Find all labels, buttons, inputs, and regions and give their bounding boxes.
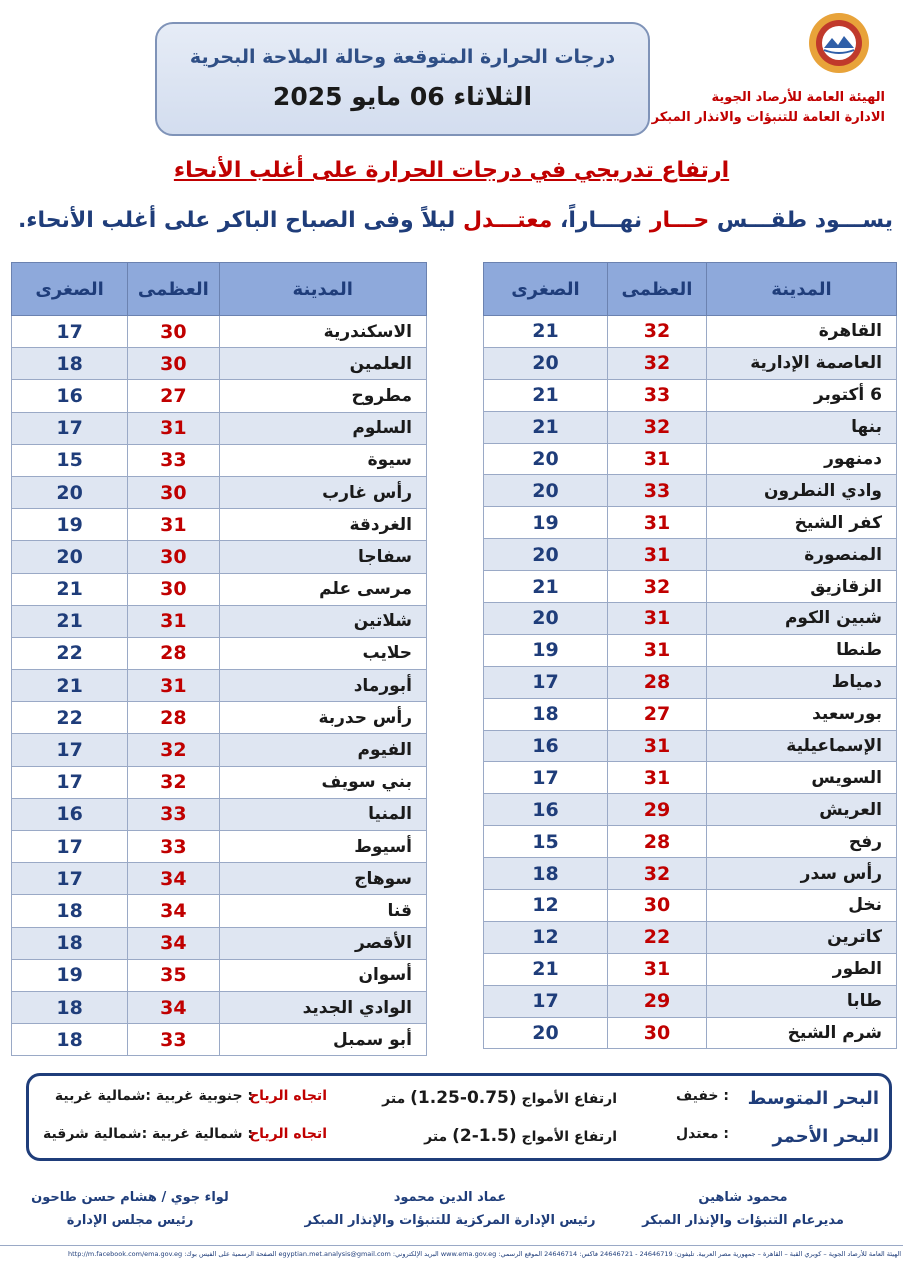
- min-temp: 15: [484, 826, 608, 858]
- wave-value: (1.5-2): [452, 1126, 517, 1146]
- city-name: الزقازيق: [707, 571, 897, 603]
- table-row: [12, 316, 427, 348]
- min-temp: 21: [12, 605, 128, 637]
- city-name: السويس: [707, 762, 897, 794]
- col-max: العظمى: [607, 263, 706, 316]
- city-name: المنيا: [219, 798, 427, 830]
- table-row: [484, 539, 897, 571]
- max-temp: 32: [128, 734, 219, 766]
- min-temp: 19: [12, 959, 128, 991]
- max-temp: 32: [607, 316, 706, 348]
- min-temp: 17: [12, 863, 128, 895]
- max-temp: 29: [607, 985, 706, 1017]
- table-row: [484, 953, 897, 985]
- max-temp: 28: [607, 826, 706, 858]
- city-name: سوهاج: [219, 863, 427, 895]
- min-temp: 16: [484, 794, 608, 826]
- table-row: [12, 509, 427, 541]
- min-temp: 17: [12, 766, 128, 798]
- city-name: أسيوط: [219, 831, 427, 863]
- col-min: الصغرى: [484, 263, 608, 316]
- max-temp: 31: [607, 539, 706, 571]
- max-temp: 34: [128, 927, 219, 959]
- min-temp: 18: [484, 858, 608, 890]
- table-row: [484, 858, 897, 890]
- min-temp: 17: [12, 412, 128, 444]
- table-row: [12, 541, 427, 573]
- min-temp: 22: [12, 637, 128, 669]
- weather-summary: [13, 208, 893, 233]
- wave-value: (0.75-1.25): [410, 1088, 517, 1108]
- table-row: [12, 380, 427, 412]
- city-name: أسوان: [219, 959, 427, 991]
- table-row: [12, 702, 427, 734]
- max-temp: 33: [607, 379, 706, 411]
- table-row: [484, 1017, 897, 1049]
- min-temp: 18: [12, 348, 128, 380]
- min-temp: 21: [12, 573, 128, 605]
- min-temp: 21: [484, 571, 608, 603]
- max-temp: 30: [128, 316, 219, 348]
- min-temp: 19: [12, 509, 128, 541]
- weather-text-3: ليلاً وفى الصباح الباكر على أغلب الأنحاء.: [17, 208, 463, 233]
- max-temp: 30: [607, 890, 706, 922]
- max-temp: 31: [607, 953, 706, 985]
- city-name: وادي النطرون: [707, 475, 897, 507]
- signatory-title: مديرعام التنبؤات والإنذار المبكر: [642, 1213, 844, 1228]
- city-name: نخل: [707, 890, 897, 922]
- max-temp: 31: [607, 762, 706, 794]
- max-temp: 27: [128, 380, 219, 412]
- table-row: [484, 666, 897, 698]
- table-row: [484, 921, 897, 953]
- table-row: [484, 411, 897, 443]
- weather-hot: حـــار: [649, 208, 710, 233]
- min-temp: 22: [12, 702, 128, 734]
- min-temp: 20: [484, 475, 608, 507]
- wind-label: اتجاه الرياح: [249, 1126, 327, 1142]
- min-temp: 21: [484, 316, 608, 348]
- city-name: شلاتين: [219, 605, 427, 637]
- min-temp: 17: [484, 666, 608, 698]
- min-temp: 16: [484, 730, 608, 762]
- table-row: [484, 443, 897, 475]
- table-row: [12, 573, 427, 605]
- min-temp: 16: [12, 798, 128, 830]
- city-name: أبو سمبل: [219, 1024, 427, 1056]
- weather-text-2: نهـــاراً،: [552, 208, 650, 233]
- max-temp: 32: [607, 858, 706, 890]
- city-name: الأقصر: [219, 927, 427, 959]
- max-temp: 30: [128, 348, 219, 380]
- max-temp: 32: [607, 411, 706, 443]
- col-city: المدينة: [707, 263, 897, 316]
- city-name: السلوم: [219, 412, 427, 444]
- city-name: الاسكندرية: [219, 316, 427, 348]
- max-temp: 30: [128, 541, 219, 573]
- min-temp: 20: [484, 539, 608, 571]
- sea-state: [676, 1088, 729, 1104]
- max-temp: 30: [607, 1017, 706, 1049]
- city-name: سيوة: [219, 444, 427, 476]
- min-temp: 20: [12, 476, 128, 508]
- table-row: [12, 766, 427, 798]
- max-temp: 34: [128, 895, 219, 927]
- forecast-date: الثلاثاء 06 مايو 2025: [272, 82, 533, 111]
- wave-height: [424, 1126, 617, 1146]
- table-row: [484, 634, 897, 666]
- footer-divider: [0, 1245, 903, 1246]
- org-department: الادارة العامة للتنبؤات والانذار المبكر: [651, 110, 885, 125]
- city-name: رفح: [707, 826, 897, 858]
- min-temp: 21: [484, 379, 608, 411]
- city-name: رأس سدر: [707, 858, 897, 890]
- signatory-name: محمود شاهين: [698, 1190, 788, 1205]
- max-temp: 31: [128, 605, 219, 637]
- city-name: كفر الشيخ: [707, 507, 897, 539]
- wave-unit: متر: [382, 1091, 406, 1107]
- table-row: [484, 347, 897, 379]
- signatory-name: لواء جوي / هشام حسن طاحون: [31, 1190, 229, 1205]
- min-temp: 17: [12, 831, 128, 863]
- max-temp: 34: [128, 991, 219, 1023]
- min-temp: 12: [484, 921, 608, 953]
- max-temp: 28: [128, 702, 219, 734]
- city-name: العريش: [707, 794, 897, 826]
- city-name: الطور: [707, 953, 897, 985]
- min-temp: 18: [12, 991, 128, 1023]
- max-temp: 33: [128, 831, 219, 863]
- min-temp: 20: [12, 541, 128, 573]
- city-name: الغردقة: [219, 509, 427, 541]
- max-temp: 31: [607, 634, 706, 666]
- sea-state-value: معتدل: [675, 1126, 719, 1142]
- max-temp: 32: [607, 347, 706, 379]
- org-name: الهيئة العامة للأرصاد الجوية: [711, 90, 885, 105]
- max-temp: 31: [607, 507, 706, 539]
- table-row: [12, 1024, 427, 1056]
- max-temp: 31: [128, 412, 219, 444]
- footer-contact: الهيئة العامة للأرصاد الجوية – كوبري القبة – القاهرة – جمهورية مصر العربية. تليفون: 24646719 - 24646721 فاكس: 24646714 الموقع الرسمي: www.ema.gov.eg البريد الإلكتروني: egyptian.met.analysis@gmail.com الصفحة الرسمية على الفيس بوك: http://m.facebook.com/ema.gov.eg: [68, 1250, 901, 1258]
- headline: ارتفاع تدريجي في درجات الحرارة على أغلب الأنحاء: [173, 158, 730, 183]
- city-name: شرم الشيخ: [707, 1017, 897, 1049]
- weather-text-1: يســـود طقـــس: [709, 208, 893, 233]
- title-box: [155, 22, 650, 136]
- min-temp: 18: [12, 1024, 128, 1056]
- city-name: حلايب: [219, 637, 427, 669]
- max-temp: 29: [607, 794, 706, 826]
- wind-direction: : جنوبية غربية :شمالية غربية: [54, 1088, 253, 1104]
- table-row: [484, 316, 897, 348]
- city-name: الوادي الجديد: [219, 991, 427, 1023]
- sea-name: البحر الأحمر: [772, 1126, 879, 1147]
- sea-state: [676, 1126, 729, 1142]
- table-row: [484, 571, 897, 603]
- signatory-name: عماد الدين محمود: [393, 1190, 507, 1205]
- table-row: [12, 895, 427, 927]
- table-row: [12, 831, 427, 863]
- city-name: العلمين: [219, 348, 427, 380]
- city-name: شبين الكوم: [707, 603, 897, 635]
- signature-forecast-director: [613, 1190, 873, 1228]
- city-name: مطروح: [219, 380, 427, 412]
- table-row: [12, 412, 427, 444]
- min-temp: 17: [484, 762, 608, 794]
- table-row: [12, 927, 427, 959]
- signatory-title: رئيس مجلس الإدارة: [66, 1213, 194, 1228]
- city-name: الإسماعيلية: [707, 730, 897, 762]
- city-name: بورسعيد: [707, 698, 897, 730]
- table-row: [12, 959, 427, 991]
- max-temp: 31: [607, 603, 706, 635]
- city-name: دمنهور: [707, 443, 897, 475]
- max-temp: 35: [128, 959, 219, 991]
- col-city: المدينة: [219, 263, 427, 316]
- max-temp: 22: [607, 921, 706, 953]
- max-temp: 33: [607, 475, 706, 507]
- sea-state-box: [26, 1073, 892, 1161]
- table-row: [12, 734, 427, 766]
- wind-direction: : شمالية غربية :شمالية شرقية: [42, 1126, 253, 1142]
- city-name: قنا: [219, 895, 427, 927]
- max-temp: 31: [607, 730, 706, 762]
- sea-state-value: خفيف: [675, 1088, 719, 1104]
- table-row: [484, 379, 897, 411]
- min-temp: 21: [12, 670, 128, 702]
- min-temp: 16: [12, 380, 128, 412]
- min-temp: 12: [484, 890, 608, 922]
- max-temp: 30: [128, 573, 219, 605]
- min-temp: 17: [484, 985, 608, 1017]
- col-max: العظمى: [128, 263, 219, 316]
- table-row: [12, 348, 427, 380]
- max-temp: 33: [128, 1024, 219, 1056]
- max-temp: 31: [128, 509, 219, 541]
- city-name: 6 أكتوبر: [707, 379, 897, 411]
- table-row: [484, 507, 897, 539]
- city-name: رأس حدربة: [219, 702, 427, 734]
- min-temp: 15: [12, 444, 128, 476]
- min-temp: 18: [12, 895, 128, 927]
- city-name: العاصمة الإدارية: [707, 347, 897, 379]
- wave-unit: متر: [424, 1129, 448, 1145]
- min-temp: 17: [12, 316, 128, 348]
- temperature-table-right: [483, 262, 897, 1049]
- min-temp: 20: [484, 1017, 608, 1049]
- max-temp: 33: [128, 444, 219, 476]
- max-temp: 28: [607, 666, 706, 698]
- min-temp: 17: [12, 734, 128, 766]
- city-name: القاهرة: [707, 316, 897, 348]
- min-temp: 19: [484, 634, 608, 666]
- table-row: [12, 670, 427, 702]
- wave-label: ارتفاع الأمواج: [521, 1091, 617, 1107]
- page-title: درجات الحرارة المتوقعة وحالة الملاحة البحرية: [189, 46, 616, 68]
- city-name: بني سويف: [219, 766, 427, 798]
- min-temp: 20: [484, 603, 608, 635]
- table-row: [12, 605, 427, 637]
- table-row: [12, 637, 427, 669]
- table-row: [12, 863, 427, 895]
- min-temp: 19: [484, 507, 608, 539]
- city-name: أبورماد: [219, 670, 427, 702]
- city-name: طنطا: [707, 634, 897, 666]
- min-temp: 21: [484, 411, 608, 443]
- weather-mild: معتـــدل: [462, 208, 553, 233]
- city-name: سفاجا: [219, 541, 427, 573]
- city-name: طابا: [707, 985, 897, 1017]
- table-row: [484, 603, 897, 635]
- wave-height: [382, 1088, 617, 1108]
- table-row: [12, 991, 427, 1023]
- sea-state-prefix: :: [723, 1126, 729, 1142]
- city-name: دمياط: [707, 666, 897, 698]
- table-row: [484, 890, 897, 922]
- sea-state-prefix: :: [723, 1088, 729, 1104]
- max-temp: 34: [128, 863, 219, 895]
- signature-central-director: [300, 1190, 600, 1228]
- min-temp: 18: [484, 698, 608, 730]
- wind-label: اتجاه الرياح: [249, 1088, 327, 1104]
- wave-label: ارتفاع الأمواج: [521, 1129, 617, 1145]
- ema-logo-icon: [808, 12, 870, 74]
- min-temp: 20: [484, 443, 608, 475]
- table-row: [484, 730, 897, 762]
- max-temp: 33: [128, 798, 219, 830]
- col-min: الصغرى: [12, 263, 128, 316]
- signature-chairman: [10, 1190, 250, 1228]
- max-temp: 31: [607, 443, 706, 475]
- table-row: [484, 698, 897, 730]
- city-name: كاترين: [707, 921, 897, 953]
- max-temp: 32: [128, 766, 219, 798]
- table-row: [484, 762, 897, 794]
- city-name: بنها: [707, 411, 897, 443]
- sea-name: البحر المتوسط: [747, 1088, 879, 1109]
- table-row: [12, 476, 427, 508]
- table-row: [484, 794, 897, 826]
- max-temp: 32: [607, 571, 706, 603]
- signatory-title: رئيس الإدارة المركزية للتنبؤات والإنذار المبكر: [304, 1213, 596, 1228]
- max-temp: 27: [607, 698, 706, 730]
- table-row: [484, 826, 897, 858]
- table-row: [484, 985, 897, 1017]
- city-name: المنصورة: [707, 539, 897, 571]
- min-temp: 18: [12, 927, 128, 959]
- table-row: [484, 475, 897, 507]
- min-temp: 21: [484, 953, 608, 985]
- max-temp: 31: [128, 670, 219, 702]
- min-temp: 20: [484, 347, 608, 379]
- table-row: [12, 444, 427, 476]
- temperature-table-left: [11, 262, 427, 1056]
- city-name: رأس غارب: [219, 476, 427, 508]
- city-name: مرسى علم: [219, 573, 427, 605]
- max-temp: 28: [128, 637, 219, 669]
- max-temp: 30: [128, 476, 219, 508]
- table-row: [12, 798, 427, 830]
- city-name: الفيوم: [219, 734, 427, 766]
